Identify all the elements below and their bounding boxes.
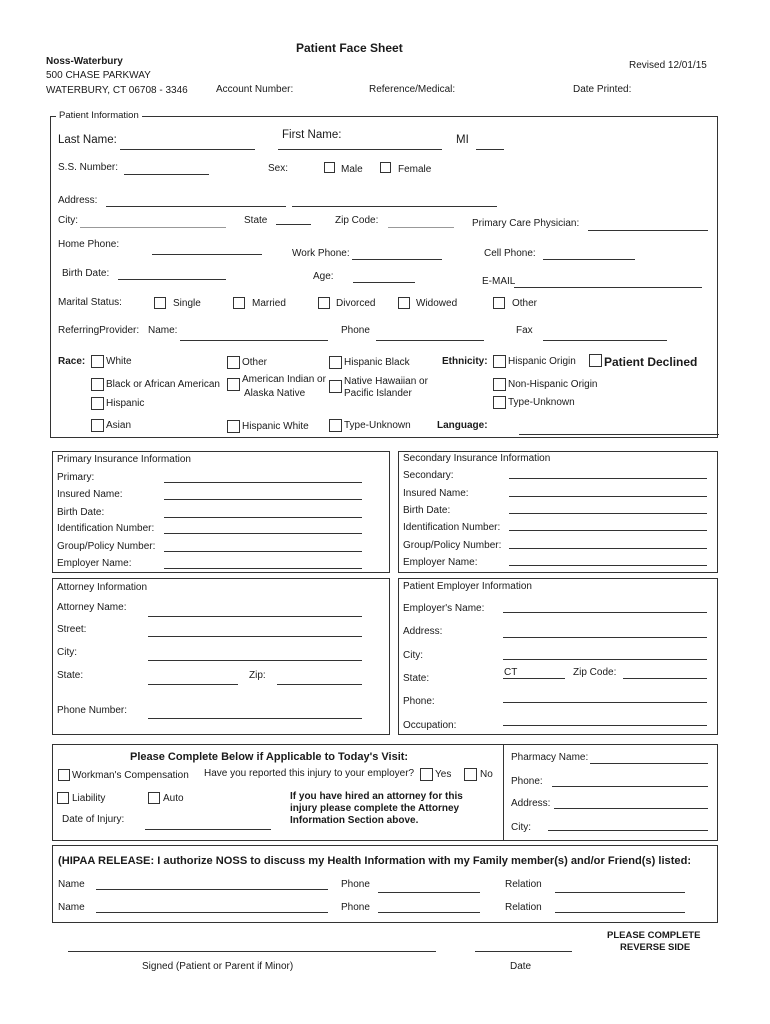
secondary-birth-date-label: Birth Date: [403, 505, 451, 516]
primary-employer-name-field[interactable] [164, 568, 362, 569]
marital-other-checkbox[interactable] [493, 297, 505, 309]
hipaa-phone-2-label: Phone [341, 902, 370, 913]
race-white-checkbox[interactable] [91, 355, 104, 368]
pharmacy-city-field[interactable] [548, 830, 708, 831]
address-field[interactable] [106, 206, 286, 207]
primary-group-number-label: Group/Policy Number: [57, 541, 156, 552]
signature-label: Signed (Patient or Parent if Minor) [142, 961, 294, 972]
hispanic-white-label: Hispanic White [242, 421, 309, 432]
hipaa-relation-2-label: Relation [505, 902, 542, 913]
home-phone-field[interactable] [152, 254, 262, 255]
ethnicity-label: Ethnicity: [442, 356, 488, 367]
age-label: Age: [313, 271, 334, 282]
work-phone-label: Work Phone: [292, 248, 350, 259]
secondary-id-number-field[interactable] [509, 530, 707, 531]
cell-phone-label: Cell Phone: [484, 248, 536, 259]
employer-name-label: Employer's Name: [403, 603, 485, 614]
pharmacy-name-label: Pharmacy Name: [511, 752, 589, 763]
male-label: Male [341, 164, 363, 175]
primary-employer-name-label: Employer Name: [57, 558, 132, 569]
male-checkbox[interactable] [324, 162, 335, 173]
work-phone-field[interactable] [352, 259, 442, 260]
date-of-injury-field[interactable] [145, 829, 271, 830]
reverse-side-note-line2: REVERSE SIDE [620, 942, 691, 953]
secondary-employer-name-field[interactable] [509, 565, 707, 566]
employer-phone-label: Phone: [403, 696, 435, 707]
attorney-note-line3: Information Section above. [290, 815, 419, 826]
home-phone-label: Home Phone: [58, 239, 120, 250]
secondary-group-number-field[interactable] [509, 548, 707, 549]
race-label: Race: [58, 356, 86, 367]
employer-address-label: Address: [403, 626, 443, 637]
employer-state-label: State: [403, 673, 430, 684]
secondary-insured-name-field[interactable] [509, 496, 707, 497]
hispanic-black-checkbox[interactable] [329, 356, 342, 369]
state-field[interactable] [276, 224, 311, 225]
attorney-city-field[interactable] [148, 660, 362, 661]
birth-date-label: Birth Date: [62, 268, 110, 279]
hispanic-white-checkbox[interactable] [227, 420, 240, 433]
reverse-side-note-line1: PLEASE COMPLETE [607, 930, 701, 941]
date-printed-label: Date Printed: [573, 84, 632, 95]
race-hispanic-label: Hispanic [106, 398, 145, 409]
last-name-field[interactable] [120, 149, 255, 150]
primary-id-number-field[interactable] [164, 533, 362, 534]
address-field-2[interactable] [292, 206, 497, 207]
attorney-phone-field[interactable] [148, 718, 362, 719]
hispanic-origin-label: Hispanic Origin [508, 356, 576, 367]
birth-date-field[interactable] [118, 279, 226, 280]
secondary-group-number-label: Group/Policy Number: [403, 540, 502, 551]
single-checkbox[interactable] [154, 297, 166, 309]
org-address-line2: WATERBURY, CT 06708 - 3346 [46, 85, 188, 96]
attorney-zip-field[interactable] [277, 684, 362, 685]
signature-date-field[interactable] [475, 951, 572, 952]
patient-information-legend: Patient Information [56, 110, 142, 121]
visit-heading: Please Complete Below if Applicable to Today's Visit: [130, 751, 409, 763]
marital-other-label: Other [512, 298, 538, 309]
signature-date-label: Date [510, 961, 532, 972]
divorced-label: Divorced [336, 298, 376, 309]
hipaa-release-text: (HIPAA RELEASE: I authorize NOSS to discuss my Health Information with my Family member(s) and/or Friend(s) listed: [58, 855, 692, 867]
attorney-name-label: Attorney Name: [57, 602, 127, 613]
employer-name-field[interactable] [503, 612, 707, 613]
account-number-label: Account Number: [216, 84, 294, 95]
primary-field[interactable] [164, 482, 362, 483]
primary-group-number-field[interactable] [164, 551, 362, 552]
hipaa-phone-1-field[interactable] [378, 892, 480, 893]
secondary-employer-name-label: Employer Name: [403, 557, 478, 568]
race-black-label: Black or African American [106, 379, 220, 390]
state-label: State [244, 215, 268, 226]
employer-zip-label: Zip Code: [573, 667, 617, 678]
attorney-street-field[interactable] [148, 636, 362, 637]
primary-birth-date-label: Birth Date: [57, 507, 105, 518]
referring-provider-label: ReferringProvider: [58, 325, 140, 336]
race-asian-label: Asian [106, 420, 132, 431]
widowed-checkbox[interactable] [398, 297, 410, 309]
hipaa-relation-1-field[interactable] [555, 892, 685, 893]
attorney-note-line2: injury please complete the Attorney [290, 803, 460, 814]
address-label: Address: [58, 195, 98, 206]
reported-no-label: No [480, 769, 493, 780]
non-hispanic-label: Non-Hispanic Origin [508, 379, 598, 390]
hipaa-name-2-field[interactable] [96, 912, 328, 913]
race-asian-checkbox[interactable] [91, 419, 104, 432]
pcp-field[interactable] [588, 230, 708, 231]
primary-insurance-legend: Primary Insurance Information [57, 454, 191, 465]
attorney-state-label: State: [57, 670, 84, 681]
primary-birth-date-field[interactable] [164, 517, 362, 518]
secondary-insurance-legend: Secondary Insurance Information [403, 453, 551, 464]
date-of-injury-label: Date of Injury: [62, 814, 125, 825]
patient-declined-checkbox[interactable] [589, 354, 602, 367]
employer-phone-field[interactable] [503, 702, 707, 703]
native-hawaiian-label-2: Pacific Islander [344, 388, 412, 399]
zip-field[interactable] [388, 227, 454, 228]
attorney-street-label: Street: [57, 624, 87, 635]
language-label: Language: [437, 420, 488, 431]
secondary-birth-date-field[interactable] [509, 513, 707, 514]
workmans-comp-label: Workman's Compensation [72, 770, 189, 781]
primary-insured-name-field[interactable] [164, 499, 362, 500]
pharmacy-address-label: Address: [511, 798, 551, 809]
email-label: E-MAIL [482, 276, 516, 287]
revised-date: Revised 12/01/15 [629, 60, 707, 71]
employer-state-value[interactable]: CT [504, 667, 518, 678]
referring-name-label: Name: [148, 325, 178, 336]
secondary-label: Secondary: [403, 470, 454, 481]
ssn-field[interactable] [124, 174, 209, 175]
last-name-label: Last Name: [58, 134, 117, 146]
ethnicity-type-unknown-label: Type-Unknown [508, 397, 575, 408]
attorney-name-field[interactable] [148, 616, 362, 617]
race-white-label: White [106, 356, 132, 367]
cell-phone-field[interactable] [543, 259, 635, 260]
hispanic-origin-checkbox[interactable] [493, 355, 506, 368]
employer-city-label: City: [403, 650, 423, 661]
pharmacy-address-field[interactable] [554, 808, 708, 809]
secondary-insured-name-label: Insured Name: [403, 488, 469, 499]
american-indian-label-1: American Indian or [242, 374, 326, 385]
referring-phone-field[interactable] [376, 340, 484, 341]
native-hawaiian-checkbox[interactable] [329, 380, 342, 393]
american-indian-label-2: Alaska Native [244, 388, 306, 399]
employer-state-field[interactable] [503, 678, 565, 679]
referring-fax-label: Fax [516, 325, 533, 336]
referring-name-field[interactable] [180, 340, 328, 341]
auto-label: Auto [163, 793, 184, 804]
workmans-comp-checkbox[interactable] [58, 769, 70, 781]
signature-field[interactable] [68, 951, 436, 952]
hipaa-relation-1-label: Relation [505, 879, 542, 890]
female-checkbox[interactable] [380, 162, 391, 173]
page-title: Patient Face Sheet [296, 41, 403, 55]
race-black-checkbox[interactable] [91, 378, 104, 391]
patient-employer-section [398, 578, 718, 735]
zip-label: Zip Code: [335, 215, 379, 226]
race-other-checkbox[interactable] [227, 356, 240, 369]
married-label: Married [252, 298, 286, 309]
hipaa-name-1-label: Name [58, 879, 85, 890]
org-name: Noss-Waterbury [46, 56, 123, 67]
ssn-label: S.S. Number: [58, 162, 119, 173]
race-other-label: Other [242, 357, 268, 368]
language-field[interactable] [519, 434, 719, 435]
marital-status-label: Marital Status: [58, 297, 122, 308]
employer-zip-field[interactable] [623, 678, 707, 679]
pharmacy-phone-label: Phone: [511, 776, 543, 787]
referring-phone-label: Phone [341, 325, 370, 336]
city-label: City: [58, 215, 78, 226]
org-address-line1: 500 CHASE PARKWAY [46, 70, 151, 81]
widowed-label: Widowed [416, 298, 458, 309]
pcp-label: Primary Care Physician: [472, 218, 580, 229]
pharmacy-city-label: City: [511, 822, 531, 833]
reported-no-checkbox[interactable] [464, 768, 477, 781]
primary-insured-name-label: Insured Name: [57, 489, 123, 500]
first-name-field[interactable] [278, 149, 442, 150]
race-type-unknown-label: Type-Unknown [344, 420, 411, 431]
attorney-phone-label: Phone Number: [57, 705, 128, 716]
age-field[interactable] [353, 282, 415, 283]
attorney-legend: Attorney Information [57, 582, 148, 593]
email-field[interactable] [514, 287, 702, 288]
city-field[interactable] [80, 227, 226, 228]
occupation-label: Occupation: [403, 720, 457, 731]
attorney-state-field[interactable] [148, 684, 238, 685]
pharmacy-name-field[interactable] [590, 763, 708, 764]
american-indian-checkbox[interactable] [227, 378, 240, 391]
married-checkbox[interactable] [233, 297, 245, 309]
ethnicity-type-unknown-checkbox[interactable] [493, 396, 506, 409]
mi-label: MI [456, 134, 469, 146]
auto-checkbox[interactable] [148, 792, 160, 804]
primary-id-number-label: Identification Number: [57, 523, 155, 534]
liability-checkbox[interactable] [57, 792, 69, 804]
occupation-field[interactable] [503, 725, 707, 726]
reported-yes-checkbox[interactable] [420, 768, 433, 781]
native-hawaiian-label-1: Native Hawaiian or [344, 376, 428, 387]
single-label: Single [173, 298, 201, 309]
attorney-city-label: City: [57, 647, 77, 658]
employer-city-field[interactable] [503, 659, 707, 660]
non-hispanic-checkbox[interactable] [493, 378, 506, 391]
hipaa-name-1-field[interactable] [96, 889, 328, 890]
attorney-note-line1: If you have hired an attorney for this [290, 791, 463, 802]
secondary-id-number-label: Identification Number: [403, 522, 501, 533]
reported-yes-label: Yes [435, 769, 452, 780]
primary-label: Primary: [57, 472, 95, 483]
first-name-label: First Name: [282, 129, 342, 141]
patient-employer-legend: Patient Employer Information [403, 581, 532, 592]
female-label: Female [398, 164, 432, 175]
mi-field[interactable] [476, 149, 504, 150]
hispanic-black-label: Hispanic Black [344, 357, 410, 368]
race-type-unknown-checkbox[interactable] [329, 419, 342, 432]
employer-address-field[interactable] [503, 637, 707, 638]
liability-label: Liability [72, 793, 106, 804]
hipaa-name-2-label: Name [58, 902, 85, 913]
race-hispanic-checkbox[interactable] [91, 397, 104, 410]
hipaa-relation-2-field[interactable] [555, 912, 685, 913]
secondary-field[interactable] [509, 478, 707, 479]
reference-medical-label: Reference/Medical: [369, 84, 456, 95]
attorney-zip-label: Zip: [249, 670, 266, 681]
sex-label: Sex: [268, 163, 289, 174]
hipaa-phone-2-field[interactable] [378, 912, 480, 913]
referring-fax-field[interactable] [543, 340, 667, 341]
pharmacy-phone-field[interactable] [552, 786, 708, 787]
hipaa-phone-1-label: Phone [341, 879, 370, 890]
divorced-checkbox[interactable] [318, 297, 330, 309]
reported-injury-question: Have you reported this injury to your employer? [204, 768, 415, 779]
patient-declined-label: Patient Declined [604, 355, 698, 369]
